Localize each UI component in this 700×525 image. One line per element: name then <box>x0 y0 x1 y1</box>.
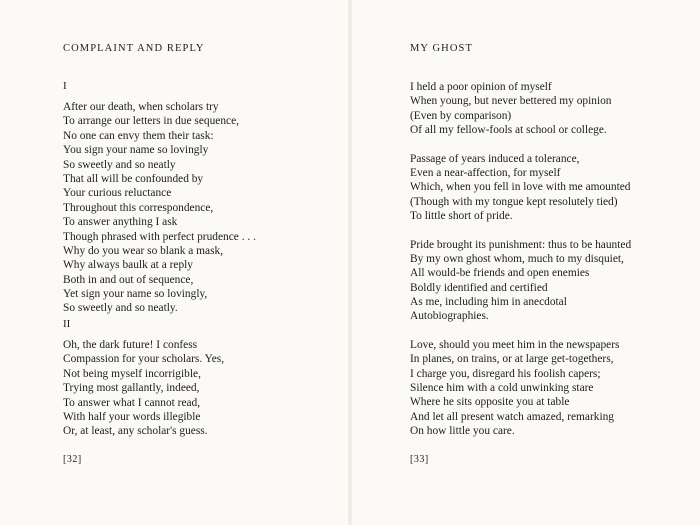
poem-line: Compassion for your scholars. Yes, <box>63 353 225 366</box>
poem-line: To answer anything I ask <box>63 216 178 229</box>
poem-title-my-ghost: MY GHOST <box>410 43 473 54</box>
poem-line: Boldly identified and certified <box>410 281 548 294</box>
poem-line: Why always baulk at a reply <box>63 259 193 272</box>
poem-line: Trying most gallantly, indeed, <box>63 382 200 395</box>
poem-line: To arrange our letters in due sequence, <box>63 115 239 128</box>
poem-line: Silence him with a cold unwinking stare <box>410 382 594 395</box>
poem-line: Passage of years induced a tolerance, <box>410 152 580 165</box>
poem-line: Why do you wear so blank a mask, <box>63 244 224 257</box>
poem-line: To little short of pride. <box>410 210 513 223</box>
poem-line: You sign your name so lovingly <box>63 144 209 157</box>
poem-line: After our death, when scholars try <box>63 101 219 113</box>
poem-line: Autobiographies. <box>410 310 489 323</box>
poem-line: Or, at least, any scholar's guess. <box>63 425 208 438</box>
poem-line: Even a near-affection, for myself <box>410 166 561 179</box>
poem-line: Oh, the dark future! I confess <box>63 339 198 351</box>
poem-line: When young, but never bettered my opinion <box>410 95 612 108</box>
poem-line: Not being myself incorrigible, <box>63 367 201 380</box>
poem-line: All would-be friends and open enemies <box>410 267 590 280</box>
poem-line: I held a poor opinion of myself <box>410 81 552 93</box>
poem-line: With half your words illegible <box>63 410 201 423</box>
poem-line: Love, should you meet him in the newspapers <box>410 338 620 351</box>
stanza <box>410 238 631 324</box>
poem-title-complaint-and-reply: COMPLAINT AND REPLY <box>63 43 205 54</box>
poem-line: Throughout this correspondence, <box>63 201 214 214</box>
poem-my-ghost <box>410 80 631 453</box>
poem-line: (Though with my tongue kept resolutely tied) <box>410 195 618 208</box>
section-label-2: II <box>63 318 71 330</box>
poem-section-1 <box>63 100 256 316</box>
poem-line: Your curious reluctance <box>63 187 172 200</box>
poem-line: (Even by comparison) <box>410 109 512 122</box>
poem-line: Both in and out of sequence, <box>63 273 194 286</box>
poem-line: That all will be confounded by <box>63 172 204 185</box>
poem-line: Which, when you fell in love with me amounted <box>410 181 631 194</box>
poem-line: Where he sits opposite you at table <box>410 396 570 409</box>
stanza <box>410 338 631 439</box>
page-number-right: [33] <box>410 454 429 465</box>
poem-line: Of all my fellow-fools at school or college. <box>410 124 607 137</box>
poem-line: To answer what I cannot read, <box>63 396 201 409</box>
poem-line: So sweetly and so neatly. <box>63 302 178 315</box>
poem-line: Pride brought its punishment: thus to be haunted <box>410 238 632 251</box>
right-page <box>350 0 700 525</box>
poem-line: And let all present watch amazed, remarking <box>410 410 614 423</box>
section-label-1: I <box>63 80 67 92</box>
page-number-left: [32] <box>63 454 82 465</box>
stanza <box>410 80 631 138</box>
poem-section-2 <box>63 338 224 439</box>
poem-line: I charge you, disregard his foolish capers; <box>410 367 601 380</box>
poem-line: So sweetly and so neatly <box>63 158 176 171</box>
poem-line: No one can envy them their task: <box>63 129 214 142</box>
stanza <box>410 152 631 224</box>
poem-line: On how little you care. <box>410 425 515 438</box>
poem-line: As me, including him in anecdotal <box>410 296 567 309</box>
poem-line: Though phrased with perfect prudence . . . <box>63 230 256 243</box>
poem-line: By my own ghost whom, much to my disquiet, <box>410 252 624 265</box>
poem-line: In planes, on trains, or at large get-togethers, <box>410 353 614 366</box>
poem-line: Yet sign your name so lovingly, <box>63 288 208 301</box>
